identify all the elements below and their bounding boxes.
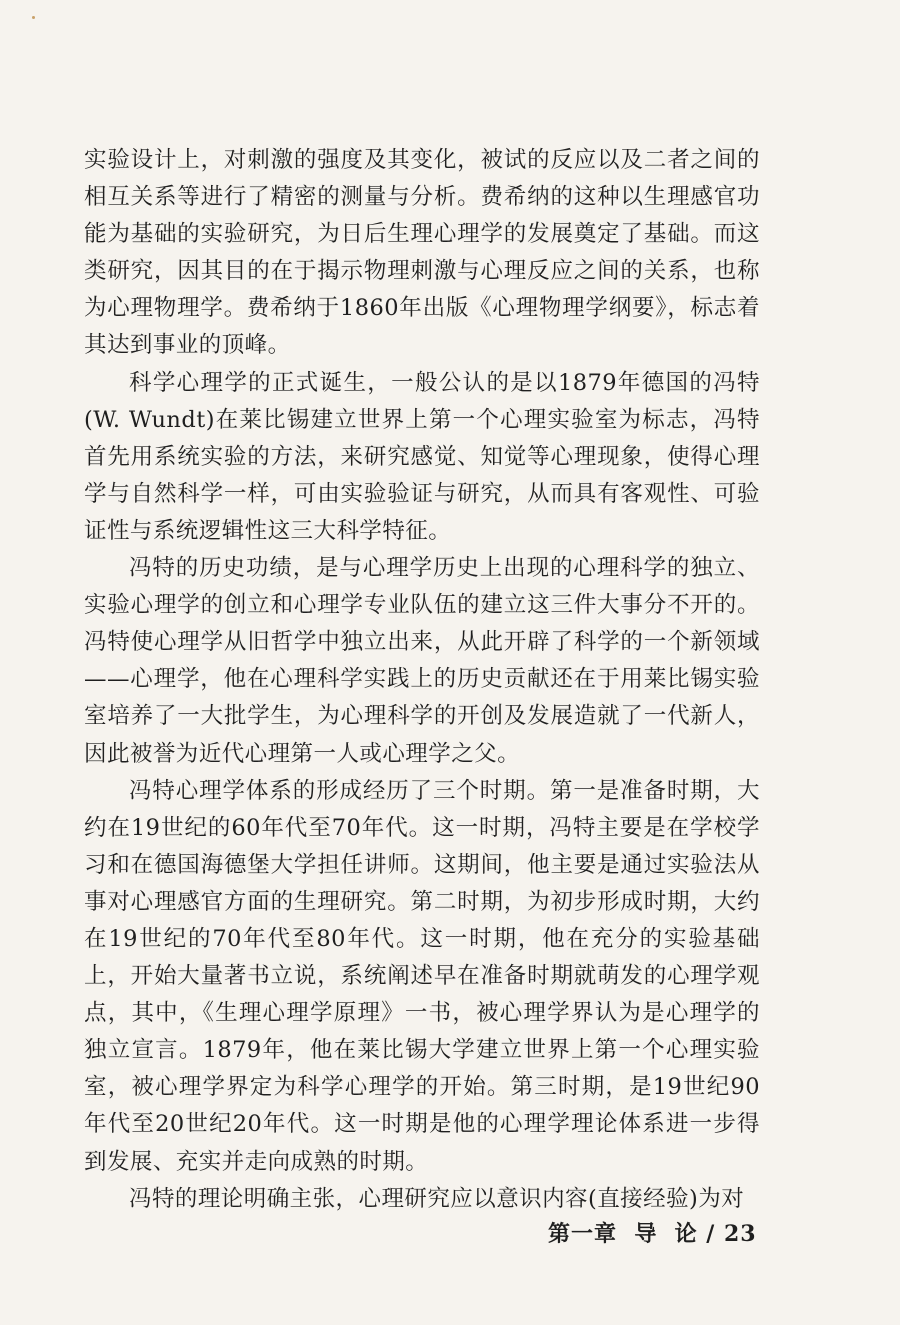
paragraph-4: 冯特心理学体系的形成经历了三个时期。第一是准备时期，大约在19世纪的60年代至70年代。这一时期，冯特主要是在学校学习和在德国海德堡大学担任讲师。这期间，他主要是通过实验法从事对心理感官方面的生理研究。第二时期，为初步形成时期，大约在19世纪的70年代至80年代。这一时期，他在充分的实验基础上，开始大量著书立说，系统阐述早在准备时期就萌发的心理学观点，其中，《生理心理学原理》一书，被心理学界认为是心理学的独立宣言。1879年，他在莱比锡大学建立世界上第一个心理实验室，被心理学界定为科学心理学的开始。第三时期，是19世纪90年代至20世纪20年代。这一时期是他的心理学理论体系进一步得到发展、充实并走向成熟的时期。 bbox=[84, 777, 760, 1175]
paragraph-2: 科学心理学的正式诞生，一般公认的是以1879年德国的冯特(W. Wundt)在莱比锡建立世界上第一个心理实验室为标志，冯特首先用系统实验的方法，来研究感觉、知觉等心理现象，使得心理学与自然科学一样，可由实验验证与研究，从而具有客观性、可验证性与系统逻辑性这三大科学特征。 bbox=[84, 369, 760, 544]
paragraph-5: 冯特的理论明确主张，心理研究应以意识内容(直接经验)为对 bbox=[129, 1185, 745, 1212]
paragraph-1: 实验设计上，对刺激的强度及其变化，被试的反应以及二者之间的相互关系等进行了精密的测量与分析。费希纳的这种以生理感官功能为基础的实验研究，为日后生理心理学的发展奠定了基础。而这类研究，因其目的在于揭示物理刺激与心理反应之间的关系，也称为心理物理学。费希纳于1860年出版《心理物理学纲要》，标志着其达到事业的顶峰。 bbox=[84, 147, 760, 359]
page-footer: 第一章 导 论 / 23 bbox=[548, 1221, 757, 1247]
scan-speck bbox=[32, 16, 35, 19]
paragraph-3: 冯特的历史功绩，是与心理学历史上出现的心理科学的独立、实验心理学的创立和心理学专业队伍的建立这三件大事分不开的。冯特使心理学从旧哲学中独立出来，从此开辟了科学的一个新领域——心理学，他在心理科学实践上的历史贡献还在于用莱比锡实验室培养了一大批学生，为心理科学的开创及发展造就了一代新人，因此被誉为近代心理第一人或心理学之父。 bbox=[84, 555, 760, 767]
body-text bbox=[84, 142, 760, 1218]
